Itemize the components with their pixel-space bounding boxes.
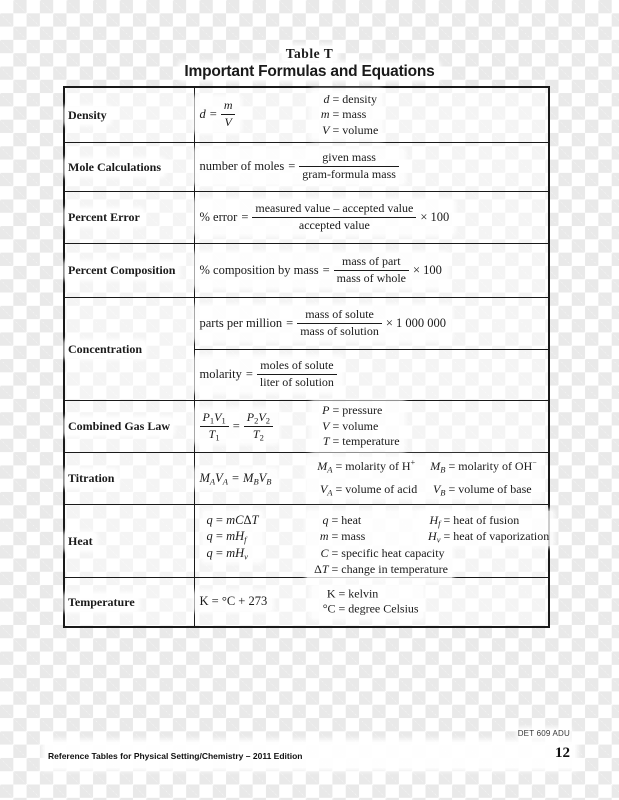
row-label-cell [64, 297, 194, 400]
molarity-formula-cell [194, 349, 549, 400]
table-label: Table T [282, 46, 337, 61]
denominator: mass of whole [336, 270, 406, 285]
definition-line: $H_f$ = heat of fusion [429, 512, 520, 528]
heat-equations [203, 511, 263, 563]
equals-sign: = [209, 107, 217, 122]
numerator: mass of solute [297, 308, 382, 324]
formula-lead: % error [199, 209, 238, 224]
page-number: 12 [555, 745, 570, 761]
molarity-fraction [257, 359, 337, 390]
definition-line: d = density [323, 91, 377, 106]
numerator: mass of part [334, 255, 409, 271]
formula-lead: molarity [199, 367, 242, 381]
mole-fraction [299, 151, 399, 182]
equals-sign: = [288, 159, 296, 173]
row-label: Concentration [65, 341, 145, 358]
table-row-concentration [64, 297, 549, 349]
titration-definitions [307, 457, 541, 499]
table-subtitle: Important Formulas and Equations [180, 63, 438, 80]
heat-equation-3: $q = mH_v$ [206, 545, 248, 561]
row-label: Temperature [65, 594, 138, 611]
temperature-definitions [312, 585, 423, 618]
row-label-cell [64, 400, 194, 452]
table-row-density [64, 87, 549, 142]
numerator: m [223, 98, 233, 113]
definition-line: ΔT = change in temperature [314, 562, 448, 576]
heat-formula-cell [194, 504, 549, 577]
row-label: Titration [65, 470, 117, 487]
heat-definitions-2 [419, 511, 554, 546]
row-label: Combined Gas Law [65, 418, 173, 435]
heat-equation-1: q = mCΔT [206, 512, 259, 527]
ppm-fraction [297, 308, 382, 339]
row-label-cell [64, 142, 194, 191]
equals-sign: = [232, 418, 240, 433]
titration-formula-cell [194, 452, 549, 504]
ppm-formula-cell [194, 297, 549, 349]
definition-line: q = heat [322, 512, 362, 527]
equals-sign: = [231, 470, 240, 485]
definition-line: P = pressure [322, 402, 383, 417]
row-label: Density [65, 107, 110, 124]
numerator: moles of solute [257, 359, 337, 375]
mole-formula-cell [194, 142, 549, 191]
definition-line: $H_v$ = heat of vaporization [428, 529, 550, 545]
density-formula-cell [194, 87, 549, 142]
equals-sign: = [322, 262, 330, 277]
table-row-mole-calculations [64, 142, 549, 191]
denominator: mass of solution [300, 323, 379, 338]
mole-formula [195, 149, 404, 184]
gas-law-fraction-1: $\frac{P_1V_1}{T_1}$ [200, 411, 229, 442]
definition-line: K = kelvin [326, 586, 379, 601]
table-row-combined-gas-law [64, 400, 549, 452]
density-variable: d [199, 107, 206, 122]
density-definitions [312, 91, 383, 140]
row-label: Mole Calculations [65, 159, 164, 176]
ppm-formula [195, 306, 452, 341]
numerator: given mass [299, 151, 399, 167]
equals-sign: = [245, 367, 253, 381]
definition-line: V = volume [322, 122, 379, 137]
molarity-formula [195, 357, 342, 392]
numerator: measured value – accepted value [252, 202, 416, 218]
percent-composition-fraction [334, 255, 409, 286]
row-label-cell [64, 577, 194, 627]
definition-line: m = mass [319, 529, 366, 543]
percent-composition-formula-cell [194, 243, 549, 297]
definition-line: $V_B$ = volume of base [432, 482, 532, 498]
definition-line: $M_A$ = molarity of H+ [317, 458, 416, 475]
definition-line: °C = degree Celsius [322, 601, 419, 616]
row-label: Heat [65, 533, 96, 550]
denominator: gram-formula mass [302, 167, 396, 181]
table-row-percent-composition [64, 243, 549, 297]
row-label-cell [64, 504, 194, 577]
equals-sign: = [241, 209, 249, 224]
formula-tail: × 1 000 000 [385, 315, 447, 330]
formula-tail: × 100 [412, 262, 442, 277]
row-label-cell [64, 191, 194, 243]
row-label-cell [64, 452, 194, 504]
row-label: Percent Composition [65, 262, 178, 279]
table-row-temperature [64, 577, 549, 627]
formula-tail: × 100 [420, 209, 450, 224]
definition-line: m = mass [320, 107, 367, 121]
table-row-titration [64, 452, 549, 504]
gas-law-formula-cell [194, 400, 549, 452]
table-title-block [0, 45, 619, 81]
percent-error-formula [195, 200, 455, 235]
density-formula [195, 97, 241, 132]
formulas-table [63, 86, 550, 628]
gas-law-formula [195, 409, 278, 444]
denominator: V [224, 115, 232, 130]
percent-composition-formula [195, 253, 447, 288]
row-label: Percent Error [65, 209, 143, 226]
formula-lead: parts per million [199, 315, 283, 330]
definition-line: C = specific heat capacity [320, 545, 445, 560]
denominator: accepted value [298, 217, 370, 232]
definition-line: V = volume [322, 418, 379, 433]
table-row-percent-error [64, 191, 549, 243]
equals-sign: = [286, 315, 294, 330]
row-label-cell [64, 243, 194, 297]
table-row-heat [64, 504, 549, 577]
heat-equation-2: $q = mH_f$ [206, 529, 247, 545]
gas-law-definitions [312, 402, 404, 451]
gas-law-fraction-2: $\frac{P_2V_2}{T_2}$ [244, 411, 273, 442]
percent-error-fraction [252, 202, 416, 233]
footer-reference-text: Reference Tables for Physical Setting/Chemistry – 2011 Edition [48, 751, 303, 761]
density-fraction [221, 99, 236, 130]
formula-lead: number of moles [199, 159, 285, 173]
temperature-formula-cell [194, 577, 549, 627]
row-label-cell [64, 87, 194, 142]
formula-lead: % composition by mass [199, 262, 319, 277]
denominator: liter of solution [259, 375, 334, 389]
document-code: DET 609 ADU [517, 729, 570, 738]
percent-error-formula-cell [194, 191, 549, 243]
definition-line: $V_A$ = volume of acid [319, 482, 418, 498]
temperature-formula: K = °C + 273 [195, 592, 273, 611]
titration-formula: $M_AV_A$ = $M_BV_B$ [195, 469, 277, 488]
definition-line: $M_B$ = molarity of OH− [430, 458, 537, 475]
definition-line: T = temperature [322, 433, 400, 448]
